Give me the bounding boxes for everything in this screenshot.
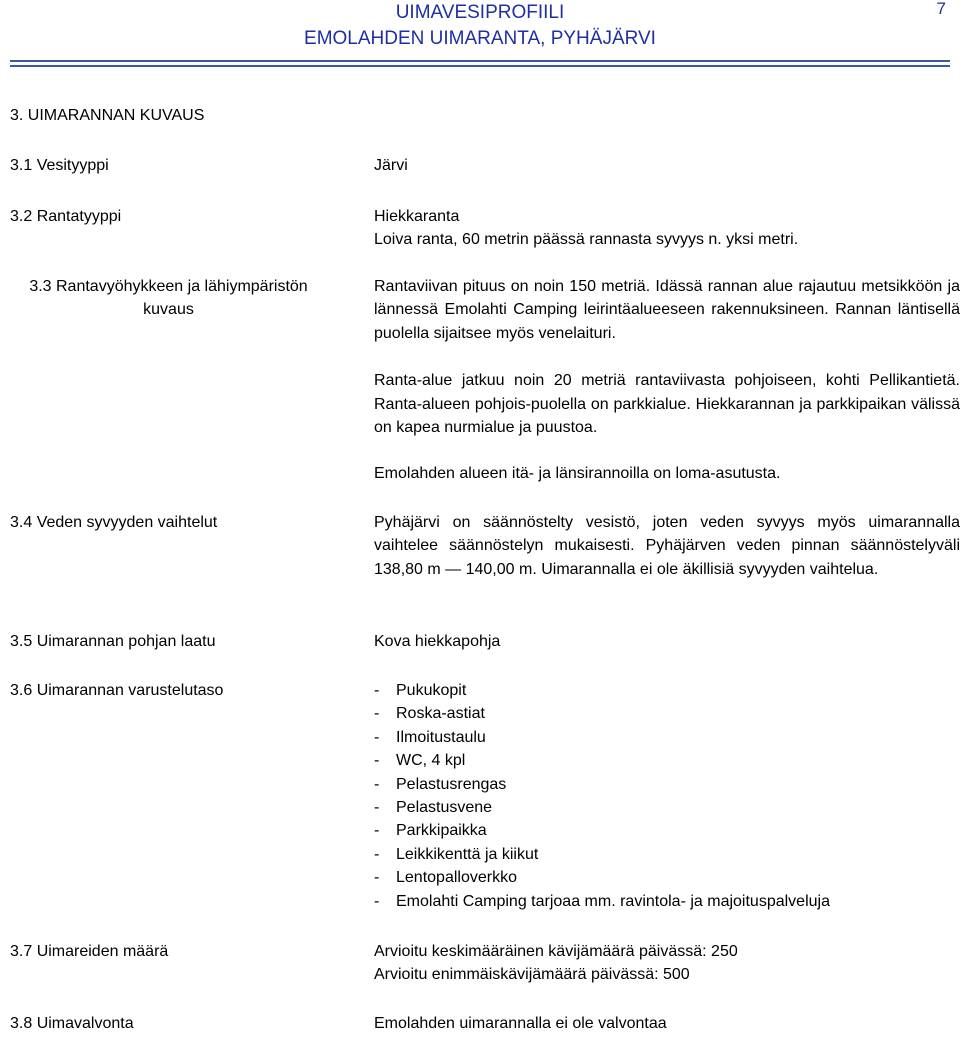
page-number: 7 bbox=[936, 0, 946, 18]
header-rule-top bbox=[10, 60, 950, 62]
list-item: - Parkkipaikka bbox=[374, 822, 487, 840]
list-item: - Roska-astiat bbox=[374, 705, 485, 723]
header-title-line1: UIMAVESIPROFIILI bbox=[395, 2, 565, 23]
list-item: - Lentopalloverkko bbox=[374, 869, 517, 887]
row-label: 3.2 Rantatyyppi bbox=[10, 208, 122, 225]
value-paragraph: Ranta-alue jatkuu noin 20 metriä rantaviivasta pohjoiseen, kohti Pellikantietä. Ranta-alueen pohjois-puolella on parkkialue. Hiekkarannan ja parkkipaikan välissä on kapea nurmialue ja puustoa. bbox=[374, 372, 960, 437]
row-value: Emolahden uimarannalla ei ole valvontaa bbox=[374, 1015, 667, 1032]
list-item: - Leikkikenttä ja kiikut bbox=[374, 845, 539, 863]
row-value bbox=[374, 275, 960, 486]
row-value: Järvi bbox=[374, 157, 408, 174]
value-paragraph: Rantaviivan pituus on noin 150 metriä. Idässä rannan alue rajautuu metsikköön ja lännessä Emolahti Camping leirintäalueeseen rakennuksineen. Rannan läntisellä puolella sijaitsee myös venelaituri. bbox=[374, 278, 960, 342]
list-item: - WC, 4 kpl bbox=[374, 752, 466, 770]
row-value bbox=[374, 205, 960, 252]
row-label: 3.8 Uimavalvonta bbox=[10, 1015, 134, 1032]
row-value bbox=[374, 679, 960, 913]
row-label: 3.6 Uimarannan varustelutaso bbox=[10, 682, 224, 699]
list-item: - Pelastusrengas bbox=[374, 775, 507, 793]
equipment-list bbox=[374, 679, 960, 913]
value-line: Hiekkaranta bbox=[374, 208, 460, 225]
row-label: 3.4 Veden syvyyden vaihtelut bbox=[10, 514, 218, 531]
section-heading: 3. UIMARANNAN KUVAUS bbox=[10, 107, 205, 124]
header-rule-bottom bbox=[10, 65, 950, 67]
row-value: Pyhäjärvi on säännöstelty vesistö, joten veden syvyys myös uimarannalla vaihtelee säännöstelyn mukaisesti. Pyhäjärven veden pinnan säännöstelyväli 138,80 m — 140,00 m. Uimarannalla ei ole äkillisiä syvyyden vaihtelua. bbox=[374, 514, 960, 578]
row-label: 3.5 Uimarannan pohjan laatu bbox=[10, 633, 216, 650]
row-value: Kova hiekkapohja bbox=[374, 633, 501, 650]
list-item: - Pelastusvene bbox=[374, 799, 493, 817]
row-label: 3.7 Uimareiden määrä bbox=[10, 943, 169, 960]
list-item: - Pukukopit bbox=[374, 682, 467, 699]
value-line: Loiva ranta, 60 metrin päässä rannasta syvyys n. yksi metri. bbox=[374, 231, 799, 249]
value-paragraph: Emolahden alueen itä- ja länsirannoilla on loma-asutusta. bbox=[374, 465, 781, 483]
row-label: 3.3 Rantavyöhykkeen ja lähiympäristön kuvaus bbox=[29, 278, 308, 318]
row-label: 3.1 Vesityyppi bbox=[10, 157, 109, 174]
header-title-line2: EMOLAHDEN UIMARANTA, PYHÄJÄRVI bbox=[304, 28, 656, 49]
list-item: - Ilmoitustaulu bbox=[374, 728, 486, 746]
list-item: - Emolahti Camping tarjoaa mm. ravintola- ja majoituspalveluja bbox=[374, 892, 830, 910]
row-value bbox=[374, 940, 960, 987]
document-header bbox=[0, 0, 960, 52]
value-line: Arvioitu enimmäiskävijämäärä päivässä: 500 bbox=[374, 966, 690, 984]
value-line: Arvioitu keskimääräinen kävijämäärä päivässä: 250 bbox=[374, 943, 738, 960]
